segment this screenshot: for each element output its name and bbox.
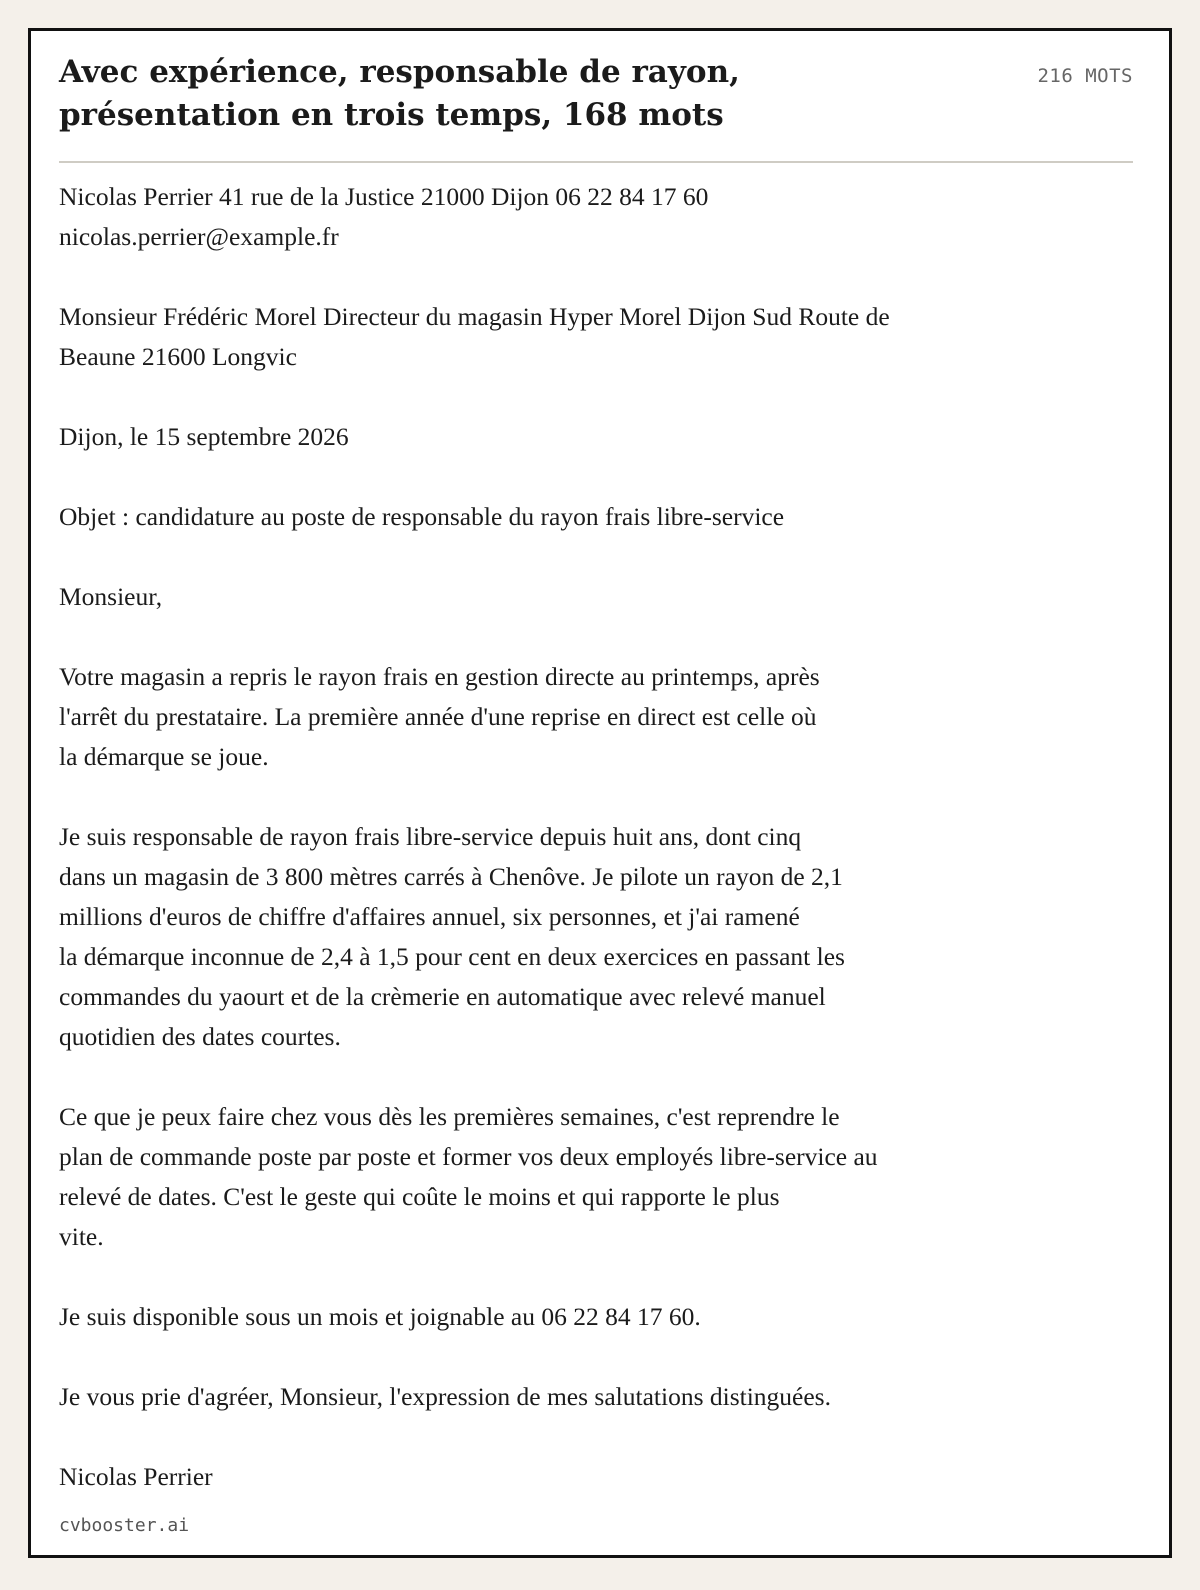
- paragraph-availability: Je suis disponible sous un mois et joignable au 06 22 84 17 60.: [59, 1302, 701, 1331]
- letter-subject: Objet : candidature au poste de responsable du rayon frais libre-service: [59, 502, 785, 531]
- letter-body: [59, 177, 1049, 1497]
- brand-footer: cvbooster.ai: [59, 1515, 190, 1536]
- word-count-badge: 216 MOTS: [1037, 65, 1133, 87]
- letter-closing: Je vous prie d'agréer, Monsieur, l'expression de mes salutations distinguées.: [59, 1382, 831, 1411]
- letter-title: Avec expérience, responsable de rayon, présentation en trois temps, 168 mots: [59, 54, 740, 133]
- letter-header: [59, 51, 1133, 137]
- letter-card: [28, 28, 1172, 1558]
- paragraph-contribution: Ce que je peux faire chez vous dès les premières semaines, c'est reprendre le plan de commande poste par poste et former vos deux employés libre-service au relevé de dates. C'est le geste qui coûte le moins et qui rapporte le plus vite.: [59, 1102, 878, 1251]
- letter-date: Dijon, le 15 septembre 2026: [59, 422, 349, 451]
- paragraph-context: Votre magasin a repris le rayon frais en gestion directe au printemps, après l'arrêt du prestataire. La première année d'une reprise en direct est celle où la démarque se joue.: [59, 662, 820, 771]
- sender-block: Nicolas Perrier 41 rue de la Justice 21000 Dijon 06 22 84 17 60 nicolas.perrier@example.fr: [59, 182, 709, 251]
- header-divider: [59, 161, 1133, 163]
- letter-signature: Nicolas Perrier: [59, 1462, 213, 1491]
- recipient-block: Monsieur Frédéric Morel Directeur du magasin Hyper Morel Dijon Sud Route de Beaune 21600 Longvic: [59, 302, 890, 371]
- paragraph-experience: Je suis responsable de rayon frais libre-service depuis huit ans, dont cinq dans un magasin de 3 800 mètres carrés à Chenôve. Je pilote un rayon de 2,1 millions d'euros de chiffre d'affaires annuel, six personnes, et j'ai ramené la démarque inconnue de 2,4 à 1,5 pour cent en deux exercices en passant les commandes du yaourt et de la crèmerie en automatique avec relevé manuel quotidien des dates courtes.: [59, 822, 845, 1051]
- letter-salutation: Monsieur,: [59, 582, 163, 611]
